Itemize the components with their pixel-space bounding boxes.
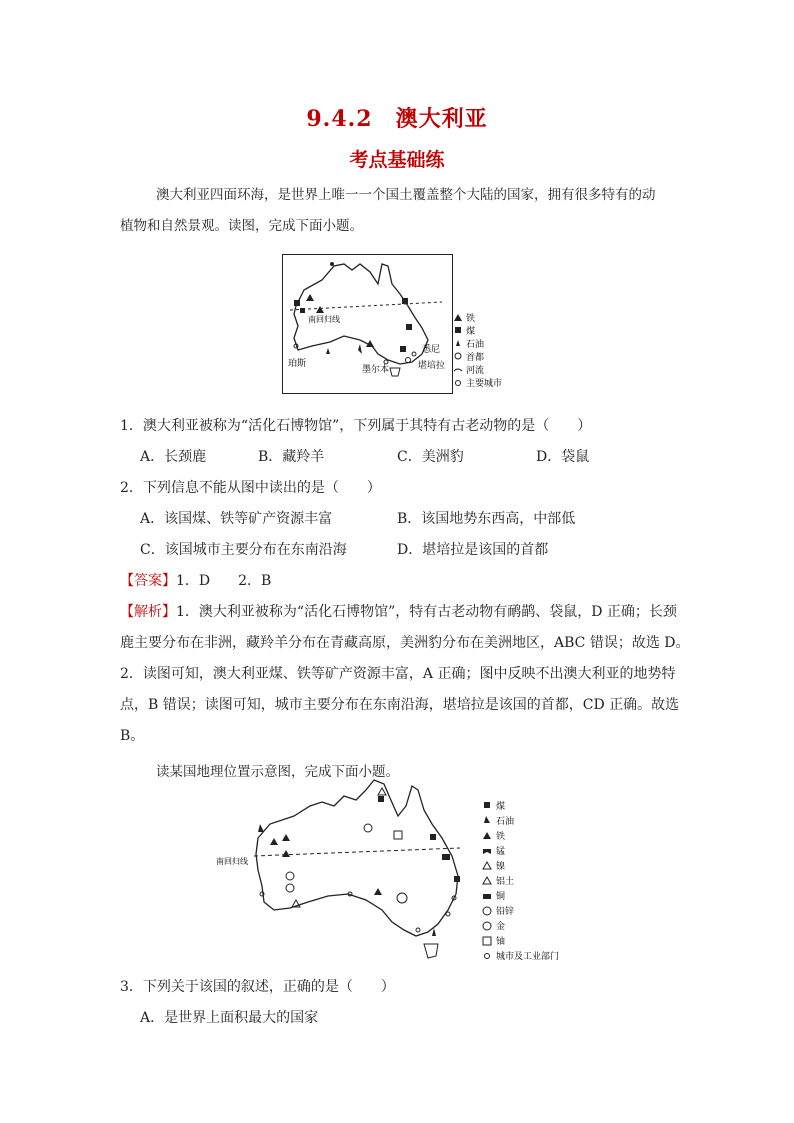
australia-outline (256, 780, 458, 936)
coal-symbol (300, 308, 305, 313)
tasmania-outline (424, 944, 438, 958)
iron-symbol (270, 838, 278, 845)
legend-city-icon (485, 954, 490, 959)
australia-minerals-map (198, 776, 590, 972)
map2-symbols (258, 788, 460, 936)
analysis-line-3: 2．读图可知，澳大利亚煤、铁等矿产资源丰富，A 正确；图中反映不出澳大利亚的地势特 (120, 666, 676, 682)
tropic-label: 南回归线 (308, 315, 340, 324)
oil-symbol (358, 344, 362, 354)
oil-symbol (258, 824, 264, 832)
svg-text:铅锌: 铅锌 (496, 907, 515, 917)
coal-symbol (400, 346, 406, 352)
city-label-sydney: 悉尼 (422, 345, 441, 355)
answer-text: 1．D 2．B (176, 573, 272, 589)
legend-gold-icon (483, 922, 491, 930)
svg-text:锰: 锰 (496, 847, 506, 857)
bauxite-symbol (378, 788, 386, 795)
city-symbol (416, 928, 420, 932)
svg-text:煤: 煤 (496, 802, 506, 812)
gold-symbol (364, 824, 372, 832)
iron-symbol (282, 834, 290, 841)
legend-uranium-icon (483, 937, 491, 945)
oil-symbol (432, 928, 436, 936)
city-symbol (384, 360, 388, 364)
legend-river-icon (454, 369, 462, 371)
coal-symbol (294, 300, 300, 306)
iron-symbol (316, 306, 324, 313)
analysis-line-4: 点，B 错误；读图可知，城市主要分布在东南沿海，堪培拉是该国的首都，CD 正确。故选 (120, 697, 680, 713)
legend-coal-icon (455, 327, 461, 333)
australia-resources-map (282, 254, 522, 394)
legend-iron-icon (483, 832, 491, 839)
legend-bauxite-icon (483, 877, 491, 884)
legend-city-icon (456, 381, 461, 386)
svg-text:镍: 镍 (496, 862, 506, 872)
coal-symbol (454, 876, 460, 882)
q3-option-a: A．是世界上面积最大的国家 (140, 1010, 319, 1026)
iron-symbol (374, 888, 382, 895)
svg-text:煤: 煤 (466, 327, 476, 337)
question-2-stem: 2．下列信息不能从图中读出的是（ ） (120, 480, 381, 496)
gold-symbol (286, 884, 294, 892)
page-title: 9.4.2 澳大利亚 (306, 106, 488, 132)
section-subtitle: 考点基础练 (349, 149, 445, 171)
q2-option-a: A．该国煤、铁等矿产资源丰富 (140, 511, 333, 527)
q2-option-c: C．该国城市主要分布在东南沿海 (140, 542, 347, 558)
q1-option-b: B．藏羚羊 (258, 449, 325, 465)
legend-coal-icon (484, 802, 490, 808)
svg-text:主要城市: 主要城市 (466, 379, 503, 389)
coal-symbol (402, 298, 408, 304)
city-label-melbourne: 墨尔本 (362, 365, 390, 375)
city-symbol (412, 352, 416, 356)
question-3-stem: 3．下列关于该国的叙述，正确的是（ ） (120, 979, 395, 995)
svg-text:铜: 铜 (496, 892, 506, 902)
q1-option-c: C．美洲豹 (397, 449, 464, 465)
legend-lead-zinc-icon (483, 907, 491, 915)
city-label-canberra: 堪培拉 (418, 361, 446, 371)
tasmania-outline (390, 368, 400, 376)
intro-line-1: 澳大利亚四面环海，是世界上唯一一个国土覆盖整个大陆的国家，拥有很多特有的动 (156, 187, 656, 203)
coal-symbol (406, 324, 412, 330)
legend-iron-icon (454, 314, 462, 321)
city-symbol (446, 912, 450, 916)
svg-text:金: 金 (496, 922, 506, 932)
q1-option-d: D．袋鼠 (536, 449, 590, 465)
q1-option-a: A．长颈鹿 (140, 449, 207, 465)
q2-option-b: B．该国地势东西高，中部低 (397, 511, 576, 527)
city-symbol (330, 262, 334, 266)
capital-symbol (406, 358, 411, 363)
svg-text:铝土: 铝土 (496, 877, 515, 887)
iron-symbol (282, 850, 290, 857)
gold-symbol (286, 872, 294, 880)
svg-text:铀: 铀 (496, 937, 506, 947)
map1-legend (454, 312, 502, 389)
iron-symbol (306, 294, 314, 301)
lead-zinc-symbol (397, 893, 407, 903)
legend-capital-icon (455, 353, 461, 359)
analysis-label: 【解析】 (120, 604, 176, 620)
analysis-line-2: 鹿主要分布在非洲，藏羚羊分布在青藏高原，美洲豹分布在美洲地区，ABC 错误；故选 D。 (120, 635, 690, 651)
svg-text:铁: 铁 (496, 832, 506, 842)
legend-oil-icon (484, 816, 490, 823)
map1-symbols (294, 262, 416, 364)
uranium-symbol (394, 831, 402, 839)
svg-text:石油: 石油 (496, 817, 515, 827)
coal-symbol (378, 796, 384, 802)
city-label-perth: 珀斯 (288, 359, 307, 369)
oil-symbol (326, 348, 330, 354)
coal-symbol (430, 834, 436, 840)
legend-nickel-icon (483, 862, 491, 869)
q2-option-d: D．堪培拉是该国的首都 (397, 542, 549, 558)
legend-copper-icon (483, 894, 491, 899)
svg-text:石油: 石油 (466, 340, 485, 350)
analysis-line-1: 【解析】1．澳大利亚被称为“活化石博物馆”，特有古老动物有鸸鹋、袋鼠，D 正确；长颈 (120, 604, 677, 620)
legend-manganese-icon (483, 849, 491, 854)
intro-2: 读某国地理位置示意图，完成下面小题。 (156, 764, 399, 780)
svg-text:城市及工业部门: 城市及工业部门 (496, 952, 560, 962)
map2-legend (483, 800, 559, 962)
answer-label: 【答案】 (120, 573, 176, 589)
svg-text:铁: 铁 (466, 314, 476, 324)
intro-line-2: 植物和自然景观。读图，完成下面小题。 (120, 218, 363, 234)
copper-symbol (442, 854, 450, 860)
legend-oil-icon (456, 340, 460, 346)
svg-text:首都: 首都 (466, 353, 485, 363)
tropic-line (290, 302, 442, 310)
tropic-label: 南回归线 (216, 857, 248, 866)
analysis-line-5: B。 (120, 728, 145, 744)
answer-line (120, 570, 271, 590)
svg-text:河流: 河流 (466, 366, 485, 376)
question-1-stem: 1．澳大利亚被称为“活化石博物馆”，下列属于其特有古老动物的是（ ） (120, 418, 592, 434)
